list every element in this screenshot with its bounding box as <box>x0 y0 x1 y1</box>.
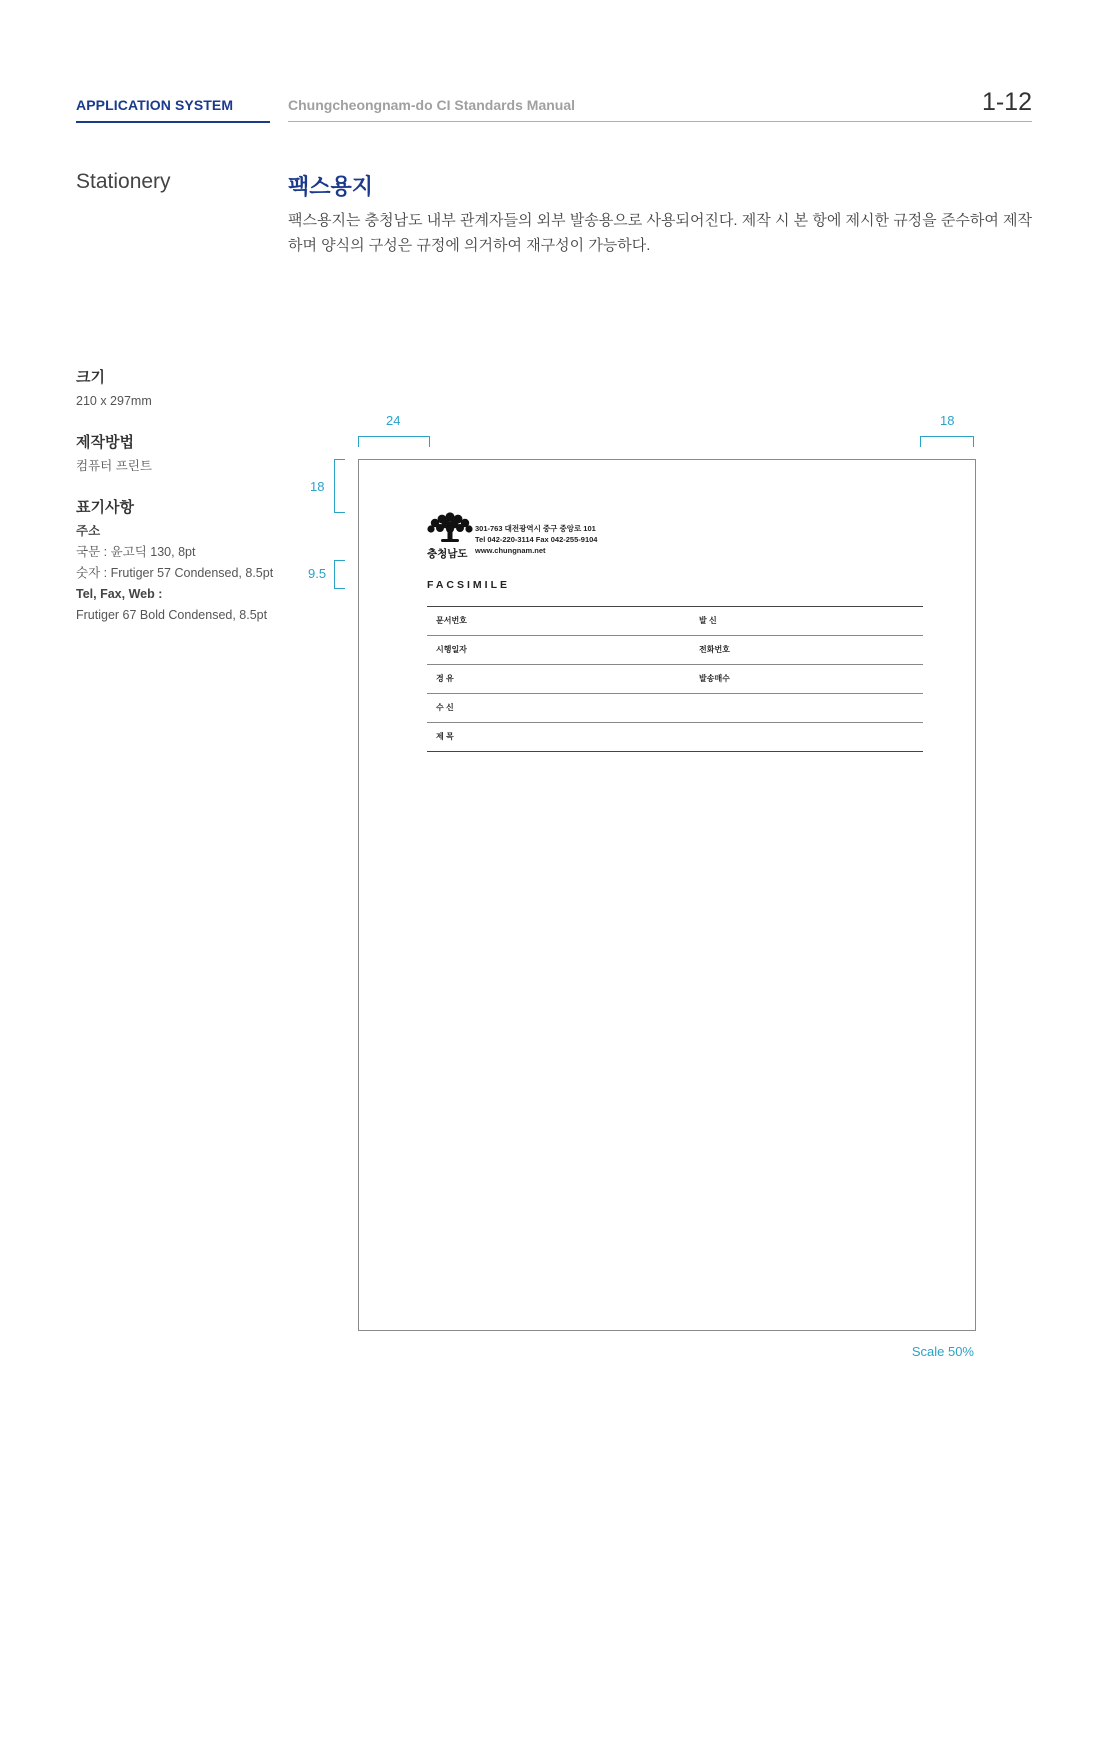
field-label-sender: 발 신 <box>699 616 717 625</box>
right-margin-label: 18 <box>940 413 955 428</box>
page-title: 팩스용지 <box>288 174 374 199</box>
field-label-subject: 제 목 <box>436 732 454 741</box>
address-label: 주소 <box>76 524 101 538</box>
section-underline <box>76 121 270 123</box>
fax-title: FACSIMILE <box>427 579 511 591</box>
logo-gap-label: 9.5 <box>308 566 327 581</box>
left-margin-bracket <box>358 436 430 447</box>
right-margin-bracket <box>920 436 974 447</box>
logo-wordmark: 충청남도 <box>427 548 468 560</box>
section-label: APPLICATION SYSTEM <box>76 97 234 113</box>
top-margin-label: 18 <box>310 479 325 494</box>
spec-panel <box>76 366 276 626</box>
row-divider <box>427 664 923 665</box>
method-value: 컴퓨터 프린트 <box>76 459 152 473</box>
row-divider <box>427 722 923 723</box>
manual-title: Chungcheongnam-do CI Standards Manual <box>288 97 576 113</box>
chungnam-tree-logo-icon <box>427 512 473 542</box>
field-label-page-count: 발송매수 <box>699 674 730 683</box>
field-label-via: 경 유 <box>436 674 454 683</box>
logo-gap-bracket <box>334 560 345 589</box>
tel-fax-web-label: Tel, Fax, Web : <box>76 587 163 601</box>
size-heading: 크기 <box>76 369 105 386</box>
header-divider <box>288 121 1032 122</box>
page-number: 1-12 <box>981 88 1032 116</box>
row-divider <box>427 693 923 694</box>
notation-heading: 표기사항 <box>76 499 134 516</box>
field-label-recipient: 수 신 <box>436 703 454 712</box>
website-line: www.chungnam.net <box>475 546 546 555</box>
field-label-phone: 전화번호 <box>699 645 730 654</box>
number-font-spec: 숫자 : Frutiger 57 Condensed, 8.5pt <box>76 566 274 580</box>
field-label-date: 시행일자 <box>436 645 467 654</box>
fax-sheet <box>358 459 976 1331</box>
field-label-doc-number: 문서번호 <box>436 616 467 625</box>
scale-label: Scale 50% <box>911 1344 974 1359</box>
row-divider <box>427 635 923 636</box>
address-line: 301-763 대전광역시 중구 중앙로 101 <box>475 524 596 533</box>
category-title: Stationery <box>76 170 171 193</box>
tel-fax-web-font-spec: Frutiger 67 Bold Condensed, 8.5pt <box>76 608 268 622</box>
method-heading: 제작방법 <box>76 434 134 451</box>
form-bottom-rule <box>427 751 923 752</box>
korean-font-spec: 국문 : 윤고딕 130, 8pt <box>76 545 196 559</box>
title-rule <box>427 606 923 607</box>
left-margin-label: 24 <box>386 413 401 428</box>
phone-line: Tel 042-220-3114 Fax 042-255-9104 <box>475 535 598 544</box>
size-value: 210 x 297mm <box>76 394 152 408</box>
address-block <box>475 523 597 556</box>
page-description: 팩스용지는 충청남도 내부 관계자들의 외부 발송용으로 사용되어진다. 제작 시 본 항에 제시한 규정을 준수하여 제작하며 양식의 구성은 규정에 의거하여 재구성이 가능하다. <box>288 212 1032 254</box>
top-margin-bracket <box>334 459 345 513</box>
